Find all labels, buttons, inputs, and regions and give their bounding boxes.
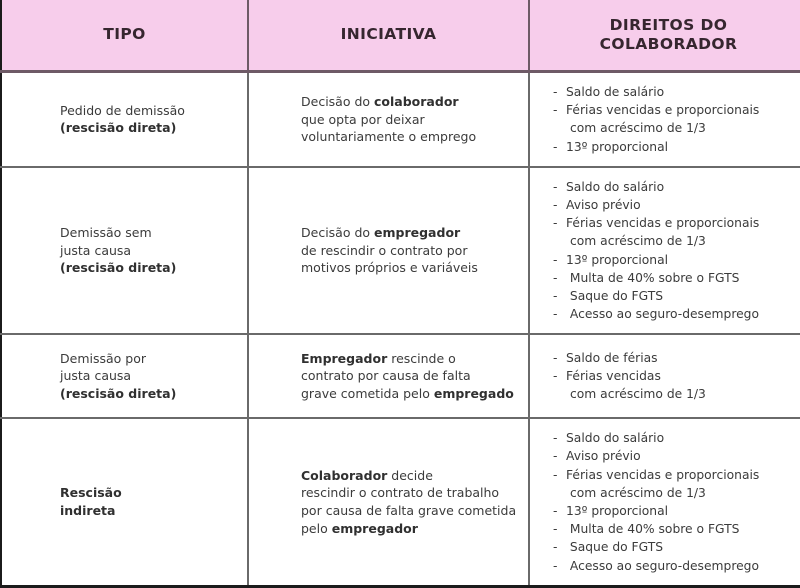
rights-list-item <box>553 83 799 101</box>
column-header-iniciativa-line-1: INICIATIVA <box>340 25 437 44</box>
rights-list-item <box>553 502 799 520</box>
table-header <box>1 0 800 72</box>
cell-direitos <box>529 72 800 167</box>
table-row <box>1 418 800 586</box>
rights-item-label: com acréscimo de 1/3 <box>570 121 706 136</box>
rights-list <box>553 429 799 575</box>
rights-list-item <box>553 429 799 447</box>
tipo-text-line: Pedido de demissão <box>60 102 185 118</box>
cell-direitos <box>529 334 800 418</box>
tipo-text-line: justa causa <box>60 242 132 258</box>
cell-iniciativa <box>248 167 529 335</box>
bullet-dash-icon: - <box>553 504 558 518</box>
bullet-dash-icon: - <box>553 85 558 99</box>
bullet-dash-icon: - <box>553 431 558 446</box>
table-row <box>1 167 800 335</box>
bullet-dash-icon: - <box>553 307 558 322</box>
rights-item-label: Saldo do salário <box>566 179 665 194</box>
bullet-dash-icon: - <box>553 139 558 154</box>
rights-list-item <box>553 367 799 385</box>
bullet-dash-icon: - <box>553 252 558 267</box>
iniciativa-text-line: rescindir o contrato de trabalho <box>301 485 500 501</box>
rights-list-item <box>553 214 799 232</box>
bullet-dash-icon: - <box>553 216 558 231</box>
table-header-row <box>1 0 800 72</box>
rights-item-label: Aviso prévio <box>566 449 641 464</box>
rights-list-item <box>553 251 799 269</box>
rights-list-item <box>553 538 799 556</box>
rights-list-item <box>553 557 799 575</box>
rights-item-label: Saque do FGTS <box>566 540 664 555</box>
cell-tipo <box>1 334 248 418</box>
rights-item-label: com acréscimo de 1/3 <box>570 234 706 249</box>
rights-item-label: Férias vencidas e proporcionais <box>566 103 760 118</box>
rights-item-label: Saldo de salário <box>566 85 665 99</box>
rights-item-label: Saque do FGTS <box>566 288 664 303</box>
rights-list <box>553 349 799 404</box>
rights-item-label: 13º proporcional <box>566 139 669 154</box>
rights-item-label: Férias vencidas e proporcionais <box>566 216 760 231</box>
rights-item-label: Aviso prévio <box>566 197 641 212</box>
iniciativa-text-line: Decisão do empregador <box>301 224 461 240</box>
bullet-dash-icon: - <box>553 467 558 482</box>
rights-list-item <box>553 484 799 502</box>
iniciativa-text-line: por causa de falta grave cometida <box>301 503 517 518</box>
rights-list-item <box>553 287 799 305</box>
rights-list-item <box>553 196 799 214</box>
bullet-dash-icon: - <box>553 449 558 464</box>
rights-list-item <box>553 269 799 287</box>
iniciativa-text-line: que opta por deixar <box>301 111 425 127</box>
tipo-text-line: (rescisão direta) <box>60 386 177 402</box>
tipo-text-line: (rescisão direta) <box>60 120 177 136</box>
rights-item-label: Férias vencidas <box>566 369 661 384</box>
cell-tipo <box>1 418 248 586</box>
iniciativa-text-line: Decisão do colaborador <box>301 93 459 109</box>
rights-item-label: Acesso ao seguro-desemprego <box>566 558 759 573</box>
rights-item-label: com acréscimo de 1/3 <box>570 387 706 402</box>
rights-item-label: Férias vencidas e proporcionais <box>566 467 760 482</box>
bullet-dash-icon: - <box>553 179 558 194</box>
table-body <box>1 72 800 587</box>
bullet-dash-icon: - <box>553 540 558 555</box>
column-header-iniciativa <box>248 0 529 72</box>
bullet-dash-icon: - <box>553 288 558 303</box>
rights-list-item <box>553 520 799 538</box>
iniciativa-text-line: grave cometida pelo empregado <box>301 386 514 402</box>
cell-direitos <box>529 418 800 586</box>
cell-iniciativa <box>248 418 529 586</box>
column-header-direitos <box>529 0 800 72</box>
iniciativa-text-line: pelo empregador <box>301 520 418 536</box>
tipo-text-line: Rescisão <box>60 485 122 501</box>
rights-item-label: 13º proporcional <box>566 252 669 267</box>
rights-list <box>553 83 799 156</box>
rights-list-item <box>553 466 799 484</box>
rights-list-item <box>553 349 799 367</box>
bullet-dash-icon: - <box>553 558 558 573</box>
rights-item-label: Acesso ao seguro-desemprego <box>566 307 759 322</box>
bullet-dash-icon: - <box>553 197 558 212</box>
column-header-direitos-line-1: DIREITOS DO <box>609 15 728 34</box>
rights-list-item <box>553 232 799 250</box>
rights-item-label: com acréscimo de 1/3 <box>570 485 706 500</box>
bullet-dash-icon: - <box>553 369 558 384</box>
tipo-text-line: indireta <box>60 503 116 518</box>
rights-list-item <box>553 119 799 137</box>
column-header-tipo-line-1: TIPO <box>103 25 146 44</box>
cell-iniciativa <box>248 334 529 418</box>
cell-tipo <box>1 72 248 167</box>
rights-list-item <box>553 101 799 119</box>
bullet-dash-icon: - <box>553 350 558 365</box>
table-row <box>1 72 800 167</box>
rights-list-item <box>553 447 799 465</box>
bullet-dash-icon: - <box>553 270 558 285</box>
tipo-text-line: justa causa <box>60 368 132 384</box>
iniciativa-text-line: motivos próprios e variáveis <box>301 260 478 276</box>
cell-tipo <box>1 167 248 335</box>
iniciativa-text-line: Colaborador decide <box>301 467 433 483</box>
iniciativa-text-line: voluntariamente o emprego <box>301 129 477 145</box>
bullet-dash-icon: - <box>553 103 558 118</box>
rights-list-item <box>553 305 799 323</box>
cell-direitos <box>529 167 800 335</box>
iniciativa-text-line: contrato por causa de falta <box>301 368 471 384</box>
table-row <box>1 334 800 418</box>
cell-iniciativa <box>248 72 529 167</box>
column-header-tipo <box>1 0 248 72</box>
tipo-text-line: Demissão sem <box>60 224 152 240</box>
rights-list-item <box>553 385 799 403</box>
rights-item-label: 13º proporcional <box>566 504 669 518</box>
rights-item-label: Saldo de férias <box>566 350 658 365</box>
rights-item-label: Multa de 40% sobre o FGTS <box>566 522 740 537</box>
tipo-text-line: (rescisão direta) <box>60 260 177 276</box>
rights-list-item <box>553 178 799 196</box>
tipo-text-line: Demissão por <box>60 350 146 366</box>
bullet-dash-icon: - <box>553 522 558 537</box>
column-header-direitos-line-2: COLABORADOR <box>599 35 738 53</box>
rights-list <box>553 178 799 324</box>
rights-list-item <box>553 138 799 156</box>
iniciativa-text-line: Empregador rescinde o <box>301 350 456 366</box>
rights-item-label: Saldo do salário <box>566 431 665 446</box>
iniciativa-text-line: de rescindir o contrato por <box>301 242 468 258</box>
rights-item-label: Multa de 40% sobre o FGTS <box>566 270 740 285</box>
